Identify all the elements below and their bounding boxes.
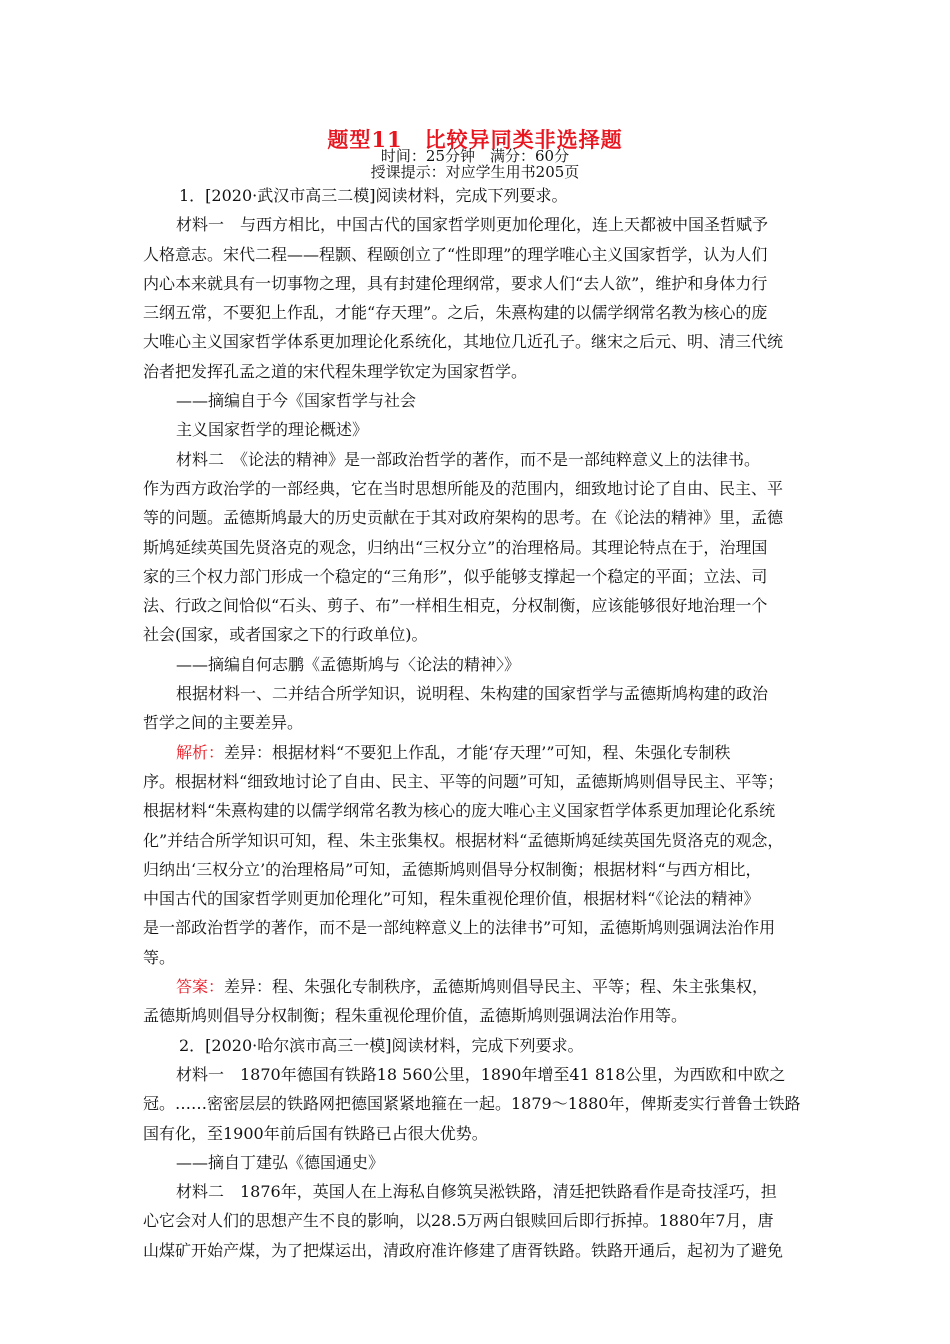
lesson-hint: 授课提示：对应学生用书205页	[370, 163, 580, 181]
text-line: 是一部政治哲学的著作，而不是一部纯粹意义上的法律书”可知，孟德斯鸠则强调法治作用	[143, 918, 776, 938]
text-line: 人格意志。宋代二程——程颢、程颐创立了“性即理”的理学唯心主义国家哲学，认为人们	[143, 244, 768, 264]
text-line	[143, 972, 808, 1001]
question-1-stem: 1．[2020·武汉市高三二模]阅读材料，完成下列要求。	[179, 186, 568, 205]
text-line: 根据材料一、二并结合所学知识，说明程、朱构建的国家哲学与孟德斯鸠构建的政治	[176, 684, 769, 704]
text-line: 化”并结合所学知识可知，程、朱主张集权。根据材料“孟德斯鸠延续英国先贤洛克的观念，	[143, 830, 784, 850]
text-line: 治者把发挥孔孟之道的宋代程朱理学钦定为国家哲学。	[143, 361, 528, 381]
q2-material-2	[143, 1177, 808, 1265]
text-line: 内心本来就具有一切事物之理，具有封建伦理纲常，要求人们“去人欲”，维护和身体力行	[143, 273, 768, 293]
text-line: 大唯心主义国家哲学体系更加理论化系统化，其地位几近孔子。继宋之后元、明、清三代统	[143, 332, 784, 352]
text-line: 作为西方政治学的一部经典，它在当时思想所能及的范围内，细致地讨论了自由、民主、平	[143, 478, 784, 498]
q1-source-2: ——摘编自何志鹏《孟德斯鸠与〈论法的精神〉》	[176, 654, 521, 674]
q1-question	[143, 679, 808, 738]
q1-answer	[143, 972, 808, 1031]
answer-label: 答案：	[176, 977, 225, 997]
analysis-label: 解析：	[176, 742, 225, 762]
text-line: 中国古代的国家哲学则更加伦理化”可知，程朱重视伦理价值，根据材料“《论法的精神》	[143, 889, 760, 909]
text-line: 法、行政之间恰似“石头、剪子、布”一样相生相克，分权制衡，应该能够很好地治理一个	[143, 596, 768, 616]
page-title: 题型11 比较异同类非选择题	[327, 127, 623, 152]
text-line: 材料一 1870年德国有铁路18 560公里，1890年增至41 818公里，为西欧和中欧之	[176, 1064, 786, 1084]
text-line: 根据材料“朱熹构建的以儒学纲常名教为核心的庞大唯心主义国家哲学体系更加理论化系统	[143, 801, 776, 821]
document-body	[143, 181, 808, 1265]
text-line	[143, 738, 808, 767]
text-line: 材料一 与西方相比，中国古代的国家哲学则更加伦理化，连上天都被中国圣哲赋予	[176, 215, 769, 235]
q2-source-1: ——摘自丁建弘《德国通史》	[176, 1152, 385, 1172]
q1-material-2	[143, 445, 808, 650]
text-line: 序。根据材料“细致地讨论了自由、民主、平等的问题”可知，孟德斯鸠则倡导民主、平等；	[143, 771, 784, 791]
text-line: 冠。……密密层层的铁路网把德国紧紧地箍在一起。1879～1880年，俾斯麦实行普鲁士铁路	[143, 1094, 801, 1114]
text-line: 斯鸠延续英国先贤洛克的观念，归纳出“三权分立”的治理格局。其理论特点在于，治理国	[143, 537, 768, 557]
text-line: 国有化，至1900年前后国有铁路已占很大优势。	[143, 1123, 488, 1143]
q2-material-1	[143, 1060, 808, 1148]
text-line: 哲学之间的主要差异。	[143, 713, 304, 733]
text-line: 归纳出‘三权分立’的治理格局”可知，孟德斯鸠则倡导分权制衡；根据材料“与西方相比，	[143, 859, 762, 879]
q1-source-1a: ——摘编自于今《国家哲学与社会	[176, 391, 417, 411]
text-line: 材料二 1876年，英国人在上海私自修筑吴淞铁路，清廷把铁路看作是奇技淫巧，担	[176, 1182, 777, 1202]
text-line: 社会(国家，或者国家之下的行政单位)。	[143, 625, 428, 645]
text-line: 孟德斯鸠则倡导分权制衡；程朱重视伦理价值，孟德斯鸠则强调法治作用等。	[143, 1006, 688, 1026]
text-line: 山煤矿开始产煤，为了把煤运出，清政府准许修建了唐胥铁路。铁路开通后，起初为了避免	[143, 1240, 784, 1260]
q1-analysis	[143, 738, 808, 972]
text-line: 三纲五常，不要犯上作乱，才能“存天理”。之后，朱熹构建的以儒学纲常名教为核心的庞	[143, 303, 768, 323]
text-line: 等的问题。孟德斯鸠最大的历史贡献在于其对政府架构的思考。在《论法的精神》里，孟德	[143, 508, 784, 528]
text-line: 等。	[143, 947, 176, 967]
analysis-text: 差异：根据材料“不要犯上作乱，才能‘存天理’”可知，程、朱强化专制秩	[224, 742, 731, 762]
q1-source-1b: 主义国家哲学的理论概述》	[176, 420, 369, 440]
text-line: 材料二 《论法的精神》是一部政治哲学的著作，而不是一部纯粹意义上的法律书。	[176, 449, 761, 469]
q1-material-1	[143, 210, 808, 386]
text-line: 心它会对人们的思想产生不良的影响，以28.5万两白银赎回后即行拆掉。1880年7月，唐	[143, 1211, 774, 1231]
question-2-stem: 2．[2020·哈尔滨市高三一模]阅读材料，完成下列要求。	[179, 1035, 584, 1055]
answer-text: 差异：程、朱强化专制秩序，孟德斯鸠则倡导民主、平等；程、朱主张集权，	[224, 977, 769, 997]
time-score-info: 时间：25分钟 满分：60分	[380, 147, 570, 165]
text-line: 家的三个权力部门形成一个稳定的“三角形”，似乎能够支撑起一个稳定的平面；立法、司	[143, 566, 768, 586]
